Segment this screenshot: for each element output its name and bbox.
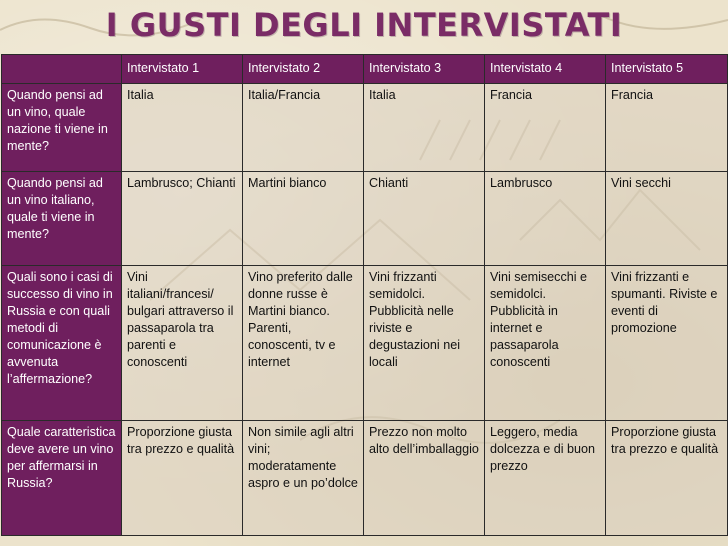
table-row [2, 266, 728, 421]
interview-table [1, 54, 728, 536]
question-cell: Quale caratteristica deve avere un vino per affermarsi in Russia? [2, 421, 122, 536]
table-row [2, 421, 728, 536]
header-corner-cell [2, 55, 122, 84]
table-row [2, 84, 728, 172]
header-interviewee-1: Intervistato 1 [122, 55, 243, 84]
page-title: I GUSTI DEGLI INTERVISTATI [105, 6, 623, 44]
header-row [2, 55, 728, 84]
answer-cell: Francia [485, 84, 606, 172]
answer-cell: Vini secchi [606, 172, 728, 266]
answer-cell: Vini semisecchi e semidolci. Pubblicità in internet e passaparola conoscenti [485, 266, 606, 421]
header-interviewee-5: Intervistato 5 [606, 55, 728, 84]
answer-cell: Italia [122, 84, 243, 172]
answer-cell: Lambrusco; Chianti [122, 172, 243, 266]
answer-cell: Prezzo non molto alto dell’imballaggio [364, 421, 485, 536]
answer-cell: Vini italiani/francesi/ bulgari attraverso il passaparola tra parenti e conoscenti [122, 266, 243, 421]
table-row [2, 172, 728, 266]
question-cell: Quando pensi ad un vino italiano, quale ti viene in mente? [2, 172, 122, 266]
answer-cell: Leggero, media dolcezza e di buon prezzo [485, 421, 606, 536]
header-interviewee-3: Intervistato 3 [364, 55, 485, 84]
answer-cell: Martini bianco [243, 172, 364, 266]
answer-cell: Chianti [364, 172, 485, 266]
answer-cell: Non simile agli altri vini; moderatamente aspro e un po’dolce [243, 421, 364, 536]
answer-cell: Vini frizzanti e spumanti. Riviste e eventi di promozione [606, 266, 728, 421]
answer-cell: Italia/Francia [243, 84, 364, 172]
header-interviewee-2: Intervistato 2 [243, 55, 364, 84]
answer-cell: Vino preferito dalle donne russe è Martini bianco. Parenti, conoscenti, tv e internet [243, 266, 364, 421]
answer-cell: Vini frizzanti semidolci. Pubblicità nelle riviste e degustazioni nei locali [364, 266, 485, 421]
answer-cell: Proporzione giusta tra prezzo e qualità [122, 421, 243, 536]
question-cell: Quando pensi ad un vino, quale nazione ti viene in mente? [2, 84, 122, 172]
header-interviewee-4: Intervistato 4 [485, 55, 606, 84]
question-cell: Quali sono i casi di successo di vino in Russia e con quali metodi di comunicazione è avvenuta l’affermazione? [2, 266, 122, 421]
answer-cell: Lambrusco [485, 172, 606, 266]
answer-cell: Italia [364, 84, 485, 172]
answer-cell: Proporzione giusta tra prezzo e qualità [606, 421, 728, 536]
answer-cell: Francia [606, 84, 728, 172]
